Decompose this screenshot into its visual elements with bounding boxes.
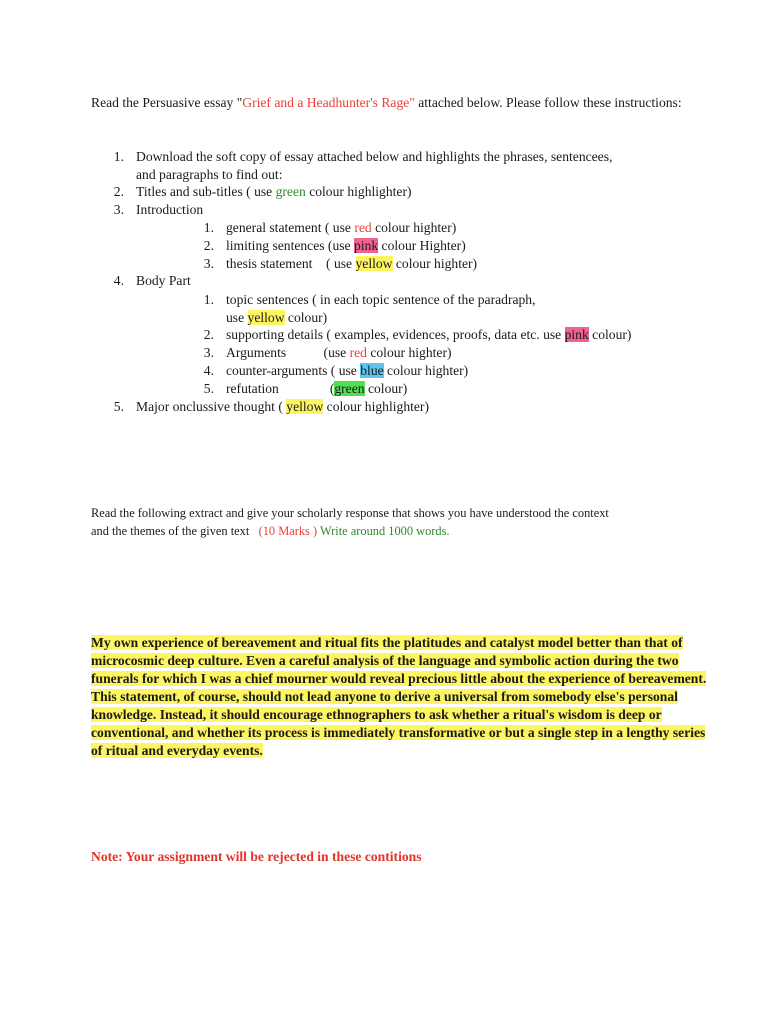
list-item-body-part: Body Part (136, 273, 191, 288)
pink-highlight: pink (564, 327, 589, 342)
yellow-highlight: yellow (247, 310, 285, 325)
list-number: 5. (113, 399, 124, 414)
sublist-number: 1. (203, 292, 214, 307)
sublist-item: refutation (green colour) (226, 381, 408, 396)
intro-text: Read the Persuasive essay " (91, 95, 243, 110)
list-number: 4. (113, 273, 124, 288)
intro-text-end: attached below. Please follow these instructions: (414, 95, 682, 110)
list-number: 1. (113, 149, 124, 164)
list-item-introduction: Introduction (136, 202, 204, 217)
sublist-item: Arguments (use red colour highter) (226, 345, 452, 360)
sublist-item: supporting details ( examples, evidences, proofs, data etc. use pink colour) (226, 327, 632, 342)
marks-label: (10 Marks ) (258, 524, 320, 538)
sublist-number: 2. (203, 238, 214, 253)
sublist-item-cont: use yellow colour) (226, 310, 328, 325)
pink-highlight: pink (353, 238, 379, 253)
prompt-line: and the themes of the given text (10 Marks ) Write around 1000 words. (91, 524, 450, 538)
intro-paragraph (91, 94, 691, 112)
rejection-note: Note: Your assignment will be rejected in these contitions (91, 849, 422, 864)
sublist-number: 5. (203, 381, 214, 396)
list-item: Major onclussive thought ( yellow colour highlighter) (136, 399, 429, 414)
word-count-label: Write around 1000 words. (319, 524, 450, 538)
sublist-item: topic sentences ( in each topic sentence of the paradraph, (226, 292, 536, 307)
green-color-word: green (275, 184, 306, 199)
essay-title: Grief and a Headhunter's Rage" (242, 95, 415, 110)
sublist-number: 3. (203, 256, 214, 271)
extract-text: My own experience of bereavement and ritual fits the platitudes and catalyst model better than that of microcosmic deep culture. Even a careful analysis of the language and symbolic action during the two funerals for which I was a chief mourner would reveal precious little about the experience of bereavement. This statement, of course, should not lead anyone to derive a universal from somebody else's personal knowledge. Instead, it should encourage ethnographers to ask whether a ritual's wisdom is deep or conventional, and whether its process is immediately transformative or but a single step in a lengthy series of ritual and everyday events. (91, 635, 707, 758)
sublist-item: thesis statement ( use yellow colour highter) (226, 256, 478, 271)
red-color-word: red (349, 345, 367, 360)
sublist-item: limiting sentences (use pink colour Highter) (226, 238, 466, 253)
list-item-cont: and paragraphs to find out: (136, 167, 283, 182)
list-item: Titles and sub-titles ( use green colour highlighter) (136, 184, 412, 199)
sublist-number: 2. (203, 327, 214, 342)
highlighted-extract (91, 634, 711, 760)
green-highlight: green (334, 381, 365, 396)
sublist-item: counter-arguments ( use blue colour highter) (226, 363, 469, 378)
list-item: Download the soft copy of essay attached below and highlights the phrases, sentencees, (136, 149, 613, 164)
prompt-line: Read the following extract and give your scholarly response that shows you have understood the context (91, 506, 609, 520)
sublist-number: 1. (203, 220, 214, 235)
yellow-highlight: yellow (355, 256, 393, 271)
assignment-prompt (91, 504, 711, 540)
red-color-word: red (354, 220, 372, 235)
sublist-item: general statement ( use red colour highter) (226, 220, 457, 235)
blue-highlight: blue (360, 363, 384, 378)
list-number: 2. (113, 184, 124, 199)
sublist-number: 3. (203, 345, 214, 360)
list-number: 3. (113, 202, 124, 217)
yellow-highlight: yellow (286, 399, 324, 414)
sublist-number: 4. (203, 363, 214, 378)
